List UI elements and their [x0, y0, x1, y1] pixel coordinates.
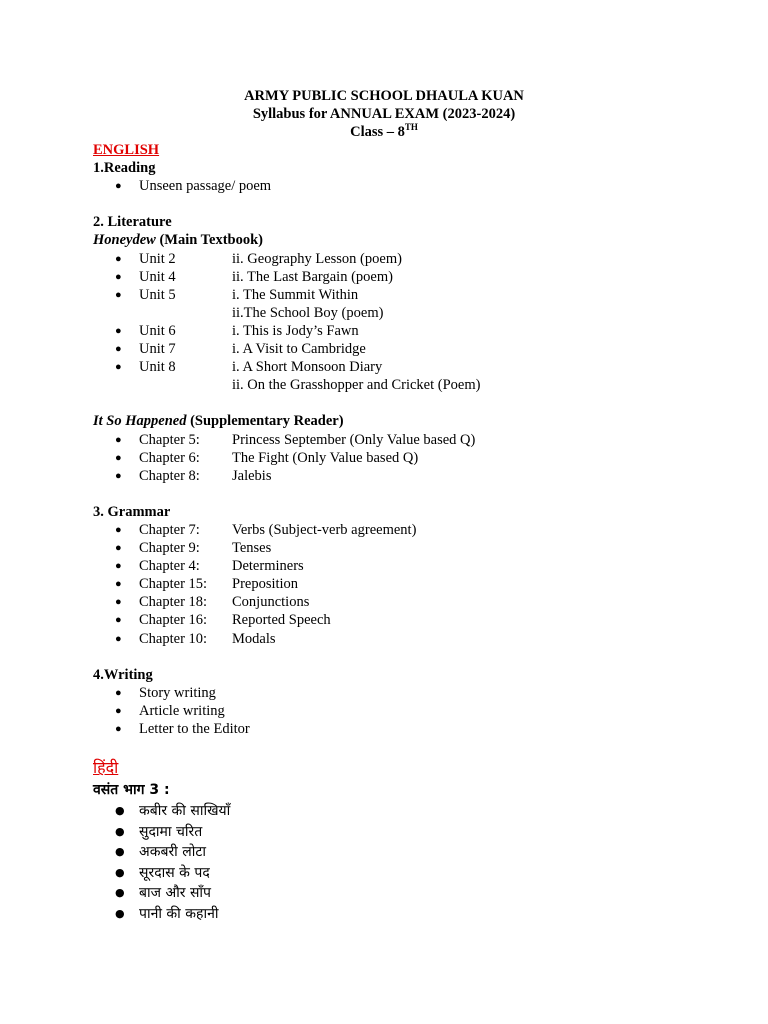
writing-item-text: Story writing [139, 684, 216, 701]
unit-item-title: ii. Geography Lesson (poem) [232, 250, 402, 267]
class-label [0, 123, 768, 141]
hindi-item [93, 822, 733, 843]
bullet-icon: ● [115, 270, 122, 283]
supplementary-name: It So Happened [93, 413, 187, 430]
document-header [0, 87, 768, 141]
unit-item [93, 322, 733, 340]
grammar-chapter-label: Chapter 4: [139, 558, 200, 575]
bullet-icon: ● [115, 886, 125, 900]
unit-item [93, 340, 733, 358]
reading-list [93, 177, 733, 195]
grammar-chapter-label: Chapter 9: [139, 540, 200, 557]
unit-item [93, 286, 733, 304]
bullet-icon: ● [115, 632, 122, 645]
hindi-item-text: अकबरी लोटा [139, 844, 207, 861]
grammar-list [93, 521, 733, 648]
supplementary-chapter [93, 431, 733, 449]
hindi-item-text: सुदामा चरित [139, 823, 203, 840]
bullet-icon: ● [115, 361, 122, 374]
grammar-chapter-label: Chapter 15: [139, 576, 208, 593]
grammar-chapter [93, 575, 733, 593]
hindi-heading: हिंदी [93, 758, 119, 778]
bullet-icon: ● [115, 523, 122, 536]
hindi-item [93, 863, 733, 884]
hindi-item-text: सूरदास के पद [139, 864, 210, 881]
grammar-chapter [93, 557, 733, 575]
unit-item [93, 250, 733, 268]
hindi-item [93, 842, 733, 863]
hindi-item-text: कबीर की साखियाँ [139, 803, 231, 820]
bullet-icon: ● [115, 614, 122, 627]
grammar-chapter-title: Determiners [232, 558, 304, 575]
supplementary-chapter-label: Chapter 6: [139, 449, 200, 466]
reading-item [93, 177, 733, 195]
grammar-heading: 3. Grammar [93, 503, 171, 520]
bullet-icon: ● [115, 845, 125, 859]
bullet-icon: ● [115, 542, 122, 555]
bullet-icon: ● [115, 252, 122, 265]
supplementary-chapter-title: Princess September (Only Value based Q) [232, 431, 476, 448]
bullet-icon: ● [115, 469, 122, 482]
english-heading: ENGLISH [93, 142, 160, 158]
writing-item-text: Article writing [139, 702, 225, 719]
unit-item-label: Unit 7 [139, 341, 176, 358]
writing-item [93, 684, 733, 702]
hindi-item [93, 801, 733, 822]
unit-lesson-continued-title: ii.The School Boy (poem) [232, 304, 384, 321]
syllabus-title: Syllabus for ANNUAL EXAM (2023-2024) [252, 106, 516, 122]
bullet-icon: ● [115, 865, 125, 879]
bullet-icon: ● [115, 804, 125, 818]
bullet-icon: ● [115, 433, 122, 446]
bullet-icon: ● [115, 288, 122, 301]
grammar-chapter-title: Conjunctions [232, 594, 310, 611]
bullet-icon: ● [115, 686, 122, 699]
bullet-icon: ● [115, 560, 122, 573]
bullet-icon: ● [115, 824, 125, 838]
grammar-chapter-label: Chapter 16: [139, 612, 208, 629]
grammar-chapter-label: Chapter 7: [139, 521, 200, 538]
supplementary-chapter [93, 449, 733, 467]
grammar-chapter-title: Reported Speech [232, 612, 331, 629]
hindi-list [93, 801, 733, 924]
supplementary-chapter-label: Chapter 8: [139, 467, 200, 484]
bullet-icon: ● [115, 578, 122, 591]
supplementary-chapter-title: Jalebis [232, 467, 272, 484]
bullet-icon: ● [115, 180, 122, 193]
unit-item-label: Unit 4 [139, 268, 176, 285]
unit-item [93, 268, 733, 286]
unit-item-title: i. The Summit Within [232, 286, 359, 303]
bullet-icon: ● [115, 723, 122, 735]
writing-heading: 4.Writing [93, 666, 153, 683]
reading-item-text: Unseen passage/ poem [139, 178, 272, 195]
syllabus-body [93, 141, 733, 924]
unit-lesson-continued-title: ii. On the Grasshopper and Cricket (Poem) [232, 377, 481, 394]
bullet-icon: ● [115, 704, 122, 717]
main-textbook-label: (Main Textbook) [155, 232, 263, 249]
grammar-chapter [93, 630, 733, 648]
grammar-chapter-label: Chapter 18: [139, 594, 208, 611]
unit-lesson-continued [93, 376, 733, 394]
grammar-chapter [93, 593, 733, 611]
writing-item [93, 720, 733, 738]
unit-item-label: Unit 8 [139, 359, 176, 376]
writing-list [93, 684, 733, 738]
hindi-item-text: पानी की कहानी [139, 905, 219, 922]
main-textbook-name: Honeydew [93, 232, 156, 249]
unit-item-title: i. This is Jody’s Fawn [232, 322, 359, 339]
unit-lesson-continued [93, 304, 733, 322]
bullet-icon: ● [115, 906, 125, 920]
class-text: Class – 8 [350, 124, 405, 140]
units-list [93, 250, 733, 395]
bullet-icon: ● [115, 324, 122, 337]
grammar-chapter-title: Tenses [232, 540, 272, 557]
unit-item-label: Unit 2 [139, 250, 176, 267]
bullet-icon: ● [115, 596, 122, 609]
writing-item-text: Letter to the Editor [139, 721, 250, 737]
unit-item-title: ii. The Last Bargain (poem) [232, 268, 393, 285]
writing-item [93, 702, 733, 720]
grammar-chapter-title: Verbs (Subject-verb agreement) [232, 521, 417, 538]
reading-heading: 1.Reading [93, 160, 156, 177]
unit-item-title: i. A Short Monsoon Diary [232, 359, 383, 376]
class-superscript: TH [404, 122, 418, 132]
unit-item [93, 358, 733, 376]
hindi-item [93, 883, 733, 904]
grammar-chapter-title: Preposition [232, 576, 299, 593]
hindi-item-text: बाज और साँप [139, 885, 211, 902]
grammar-chapter [93, 521, 733, 539]
supplementary-heading [93, 412, 733, 430]
supplementary-list [93, 431, 733, 485]
hindi-book-heading: वसंत भाग 3 : [93, 782, 170, 799]
grammar-chapter [93, 611, 733, 629]
school-name: ARMY PUBLIC SCHOOL DHAULA KUAN [244, 88, 524, 104]
hindi-item [93, 904, 733, 925]
supplementary-chapter [93, 467, 733, 485]
unit-item-title: i. A Visit to Cambridge [232, 341, 366, 358]
bullet-icon: ● [115, 451, 122, 464]
unit-item-label: Unit 5 [139, 286, 176, 303]
unit-item-label: Unit 6 [139, 322, 176, 339]
grammar-chapter-label: Chapter 10: [139, 630, 208, 647]
main-textbook-heading [93, 231, 733, 249]
grammar-chapter-title: Modals [232, 630, 276, 647]
supplementary-chapter-label: Chapter 5: [139, 431, 200, 448]
grammar-chapter [93, 539, 733, 557]
supplementary-chapter-title: The Fight (Only Value based Q) [232, 449, 419, 466]
literature-heading: 2. Literature [93, 214, 172, 231]
bullet-icon: ● [115, 343, 122, 356]
supplementary-label: (Supplementary Reader) [186, 413, 344, 430]
